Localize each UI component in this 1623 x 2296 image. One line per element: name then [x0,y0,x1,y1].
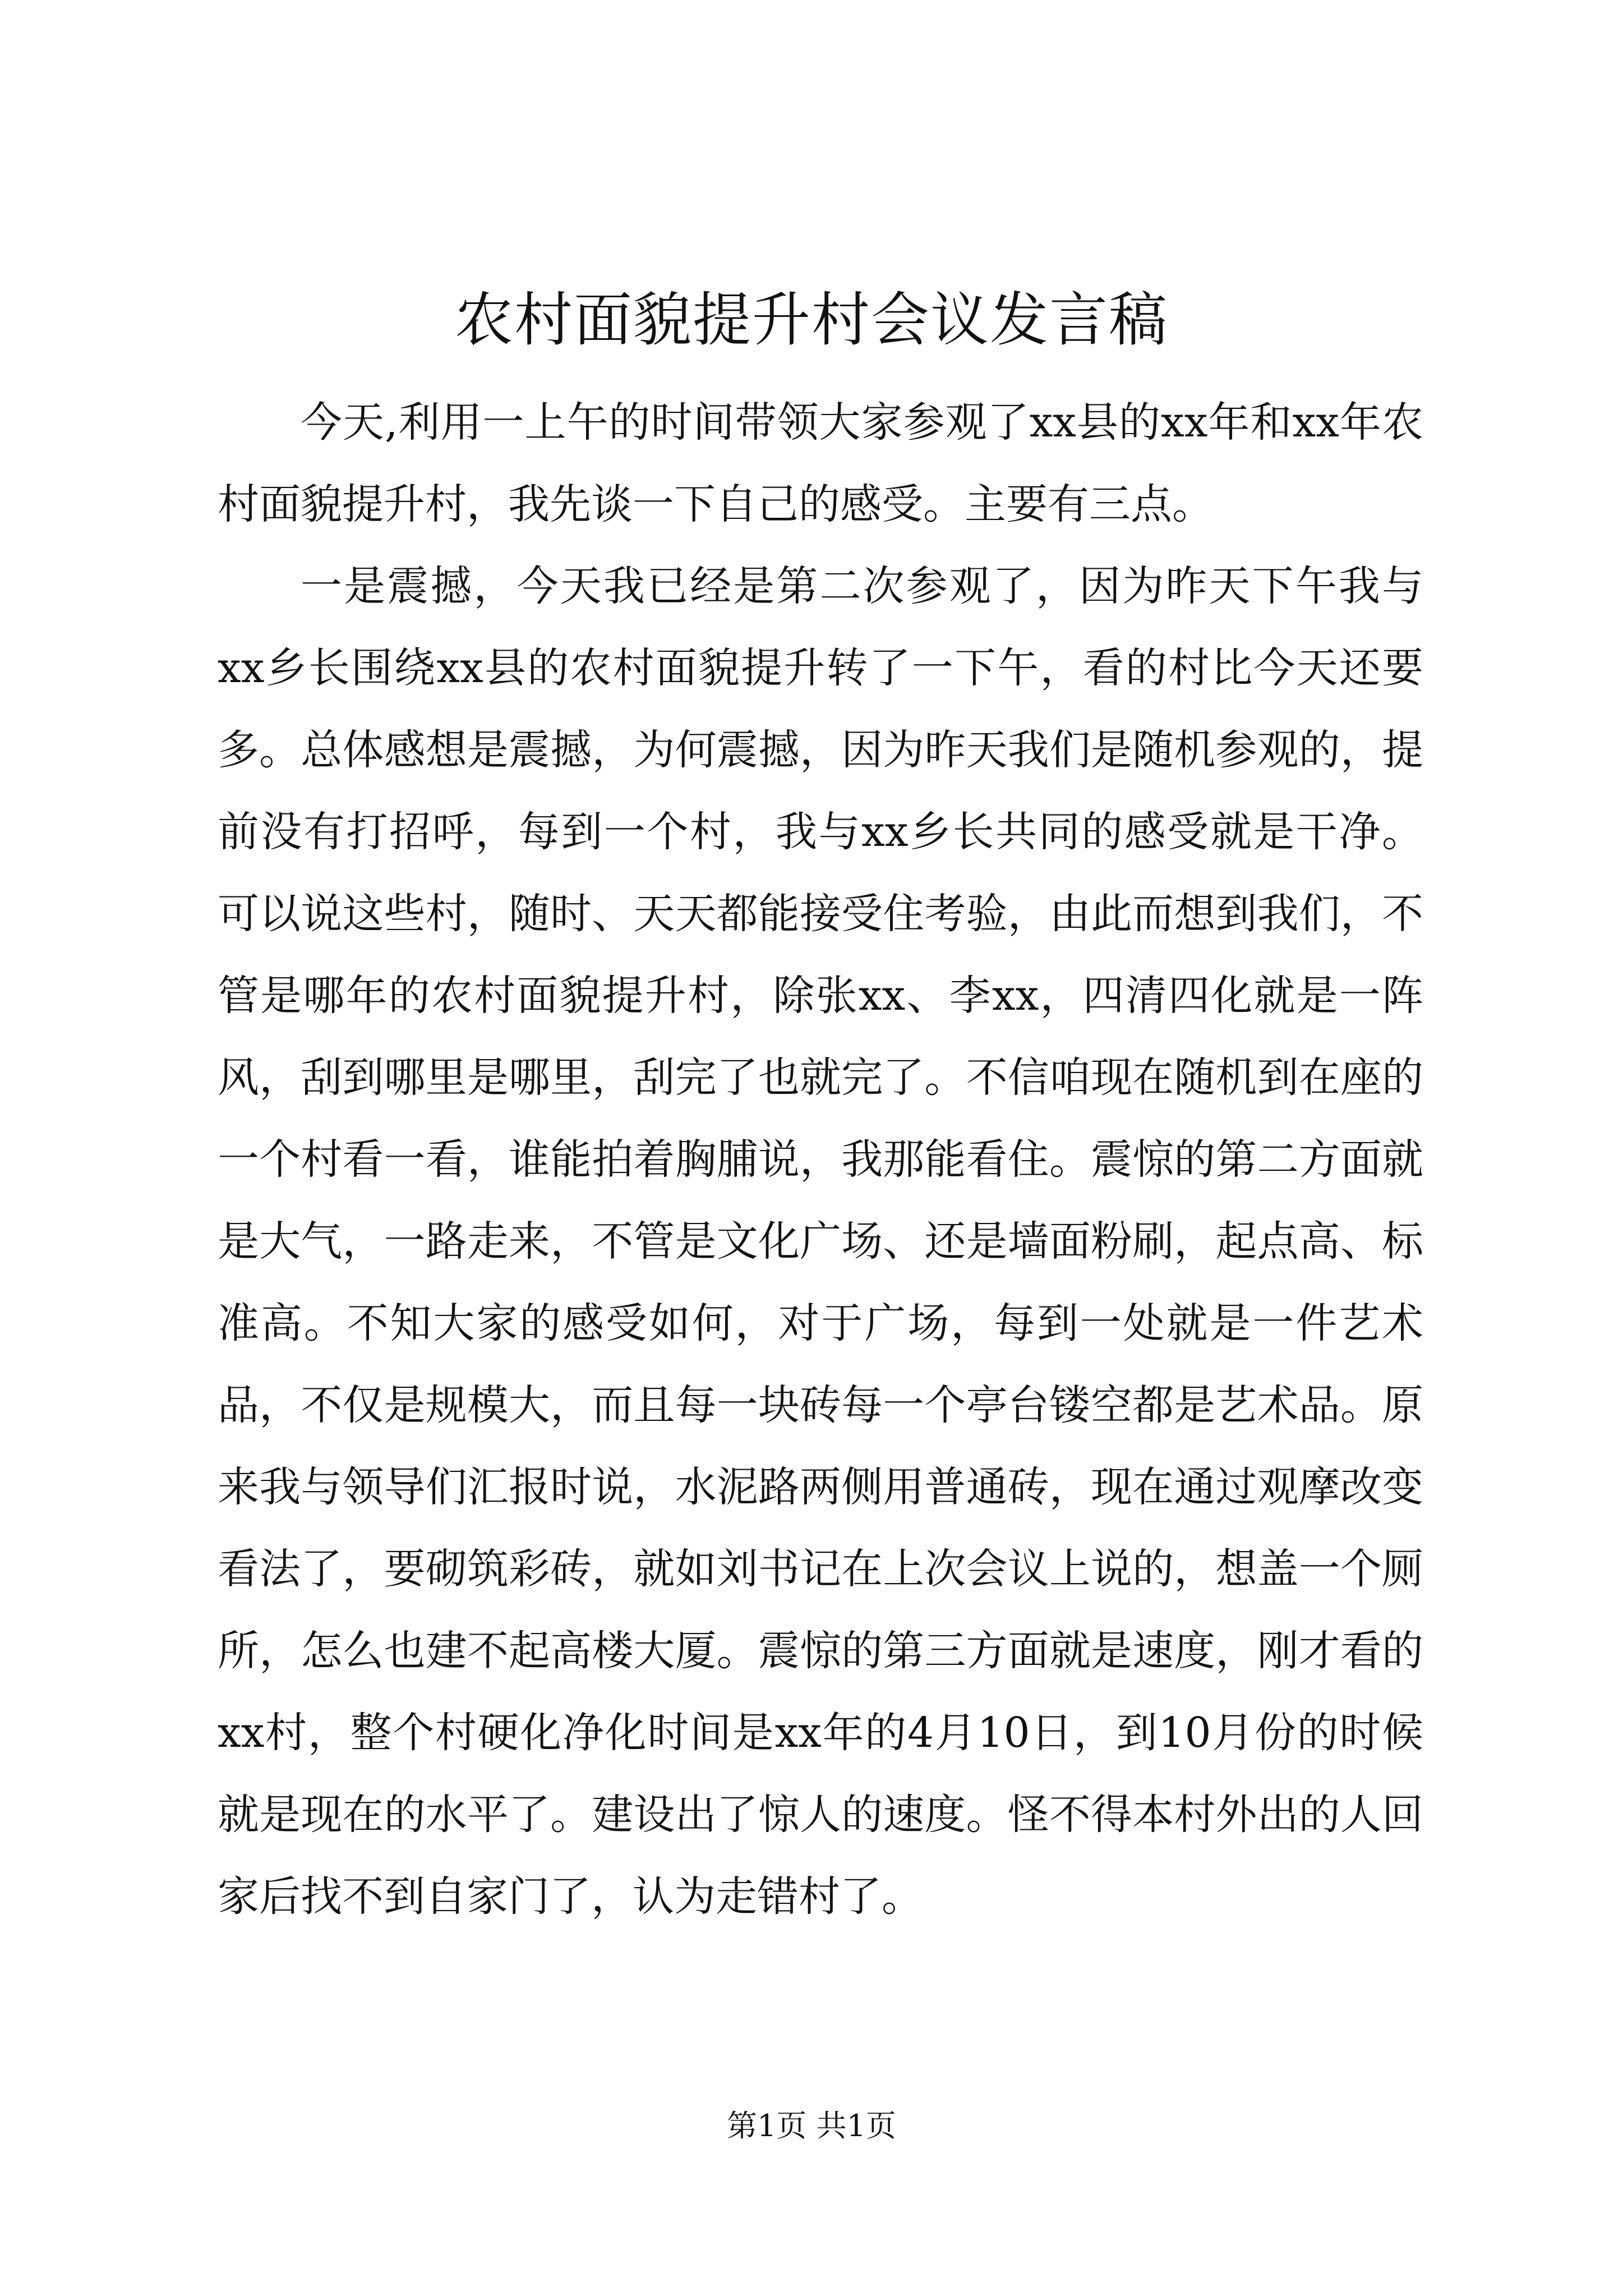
document-title: 农村面貌提升村会议发言稿 [454,286,1168,354]
paragraph-first-point: 一是震撼，今天我已经是第二次参观了，因为昨天下午我与xx乡长围绕xx县的农村面貌提升转了一下午，看的村比今天还要多。总体感想是震撼，为何震撼，因为昨天我们是随机参观的，提前没有打招呼，每到一个村，我与xx乡长共同的感受就是干净。可以说这些村，随时、天天都能接受住考验，由此而想到我们，不管是哪年的农村面貌提升村，除张xx、李xx，四清四化就是一阵风，刮到哪里是哪里，刮完了也就完了。不信咱现在随机到在座的一个村看一看，谁能拍着胸脯说，我那能看住。震惊的第二方面就是大气，一路走来，不管是文化广场、还是墙面粉刷，起点高、标准高。不知大家的感受如何，对于广场，每到一处就是一件艺术品，不仅是规模大，而且每一块砖每一个亭台镂空都是艺术品。原来我与领导们汇报时说，水泥路两侧用普通砖，现在通过观摩改变看法了，要砌筑彩砖，就如刘书记在上次会议上说的，想盖一个厕所，怎么也建不起高楼大厦。震惊的第三方面就是速度，刚才看的xx村，整个村硬化净化时间是xx年的4月10日，到10月份的时候就是现在的水平了。建设出了惊人的速度。怪不得本村外出的人回家后找不到自家门了，认为走错村了。 [218,562,1423,1921]
paragraph-intro: 今天,利用一上午的时间带领大家参观了xx县的xx年和xx年农村面貌提升村，我先谈一下自己的感受。主要有三点。 [218,398,1423,528]
page-footer: 第1页 共1页 [727,2108,896,2143]
document-body [218,381,1423,1938]
